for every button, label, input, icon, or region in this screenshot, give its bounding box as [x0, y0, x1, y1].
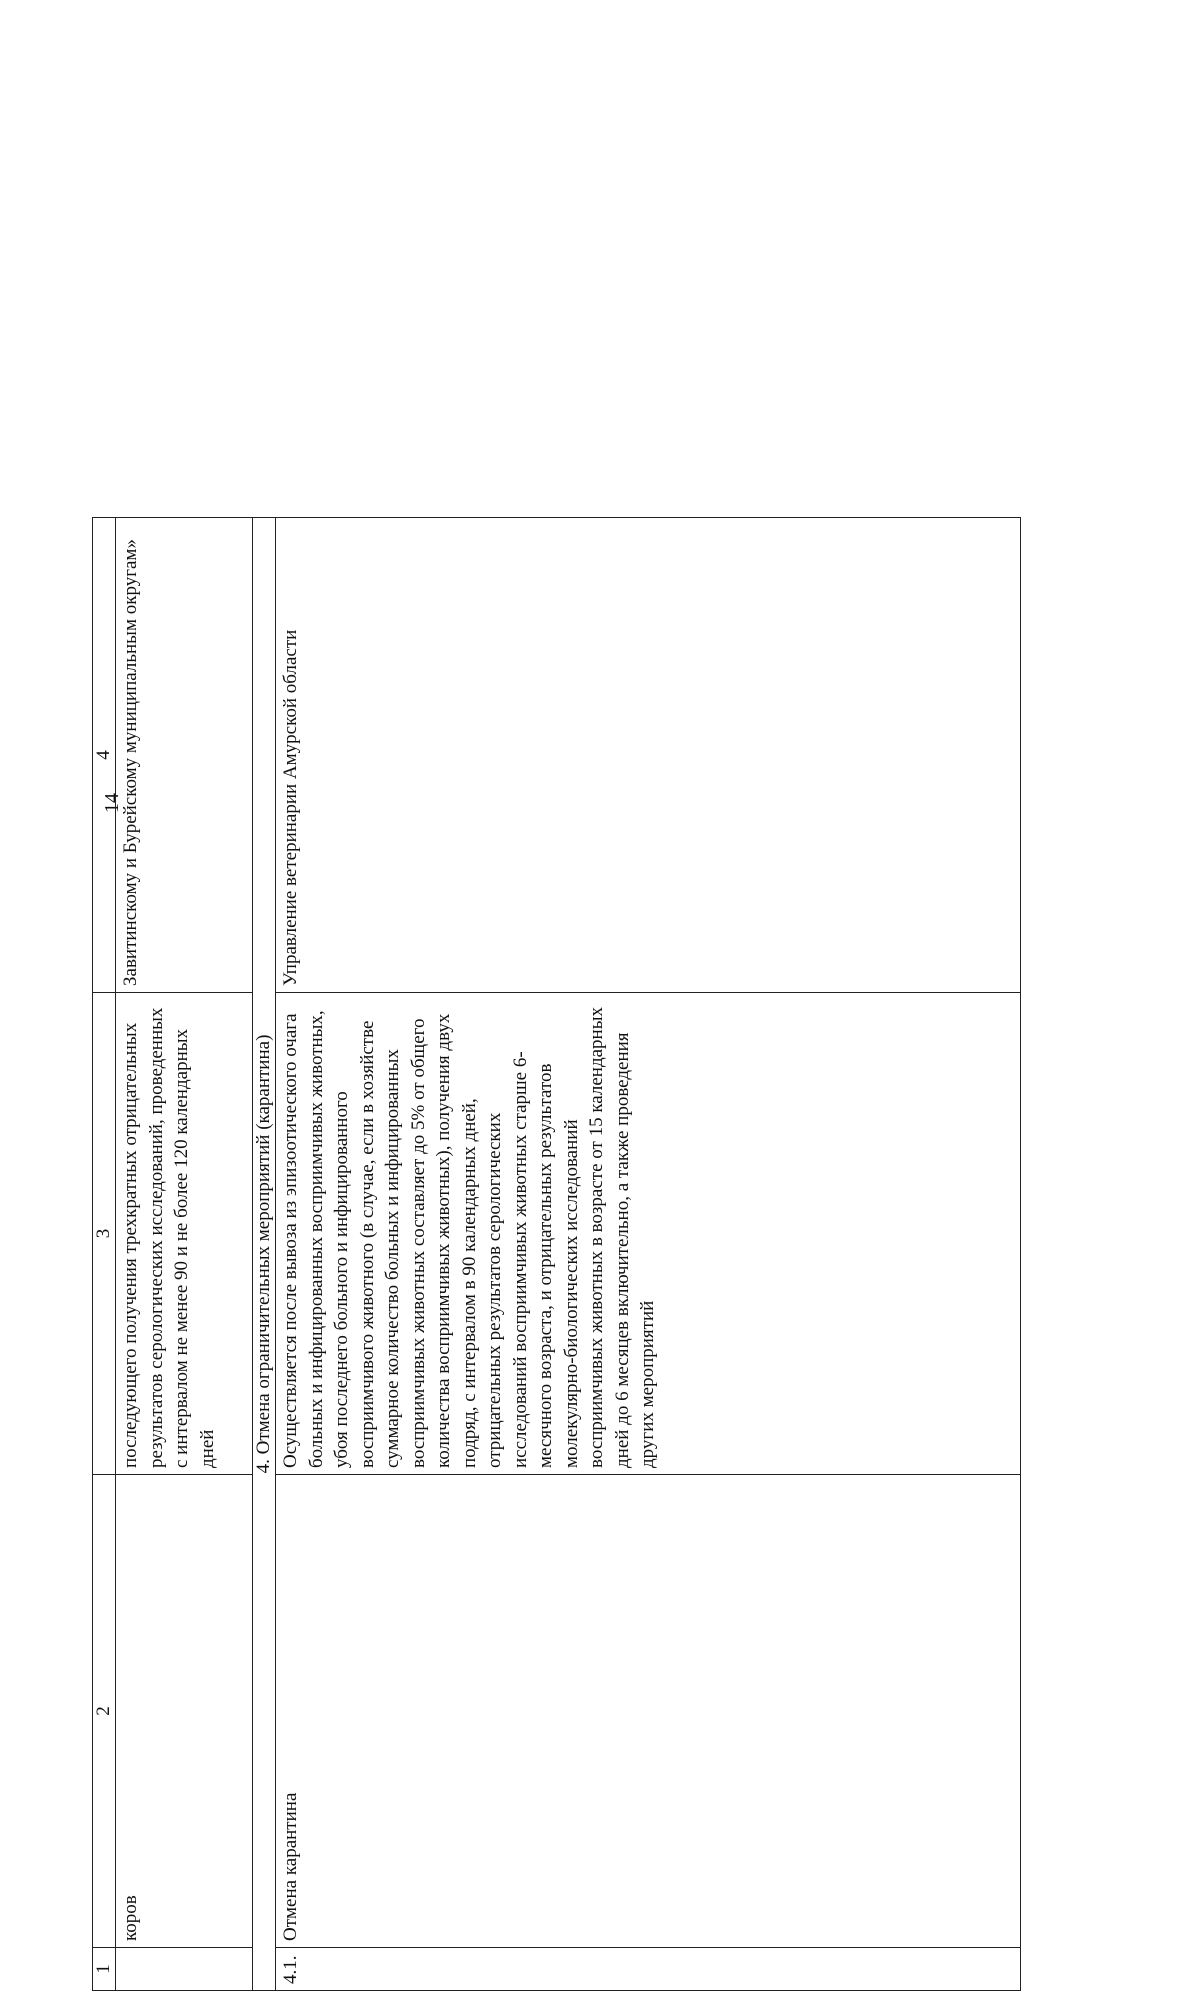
header-col-2: 2	[93, 1475, 116, 1948]
section-title: 4. Отмена ограничительных мероприятий (карантина)	[253, 518, 276, 1991]
row-b-measure: Отмена карантина	[276, 1475, 1021, 1948]
page-number: 14	[101, 793, 123, 813]
row-a-measure: коров	[116, 1475, 253, 1948]
header-col-1: 1	[93, 1948, 116, 1991]
row-b-terms: Осуществляется после вывоза из эпизоотического очага больных и инфицированных восприимчивых животных, убоя последнего больного и инфицированного восприимчивого животного (в случае, если в хозяйстве суммарное количество больных и инфицированных восприимчивых животных составляет до 5% от общего количества восприимчивых животных), получения двух подряд, с интервалом в 90 календарных дней, отрицательных результатов серологических исследований восприимчивых животных старше 6-месячного возраста, и отрицательных результатов молекулярно-биологических исследований восприимчивых животных в возрасте от 15 календарных дней до 6 месяцев включительно, а также проведения других мероприятий	[276, 993, 1021, 1475]
table-header-row	[93, 518, 116, 1991]
row-a-responsible: Завитинскому и Бурейскому муниципальным округам»	[116, 518, 253, 993]
rotated-table-container	[92, 518, 1035, 1991]
measures-table	[92, 517, 1021, 1991]
section-row	[253, 518, 276, 1991]
row-a-terms: последующего получения трехкратных отрицательных результатов серологических исследований, проведенных с интервалом не менее 90 и не более 120 календарных дней	[116, 993, 253, 1475]
row-b-number: 4.1.	[276, 1948, 1021, 1991]
header-col-4: 4	[93, 518, 116, 993]
row-b-responsible: Управление ветеринарии Амурской области	[276, 518, 1021, 993]
header-col-3: 3	[93, 993, 116, 1475]
table-row	[276, 518, 1021, 1991]
table-row	[116, 518, 253, 1991]
row-a-number	[116, 1948, 253, 1991]
